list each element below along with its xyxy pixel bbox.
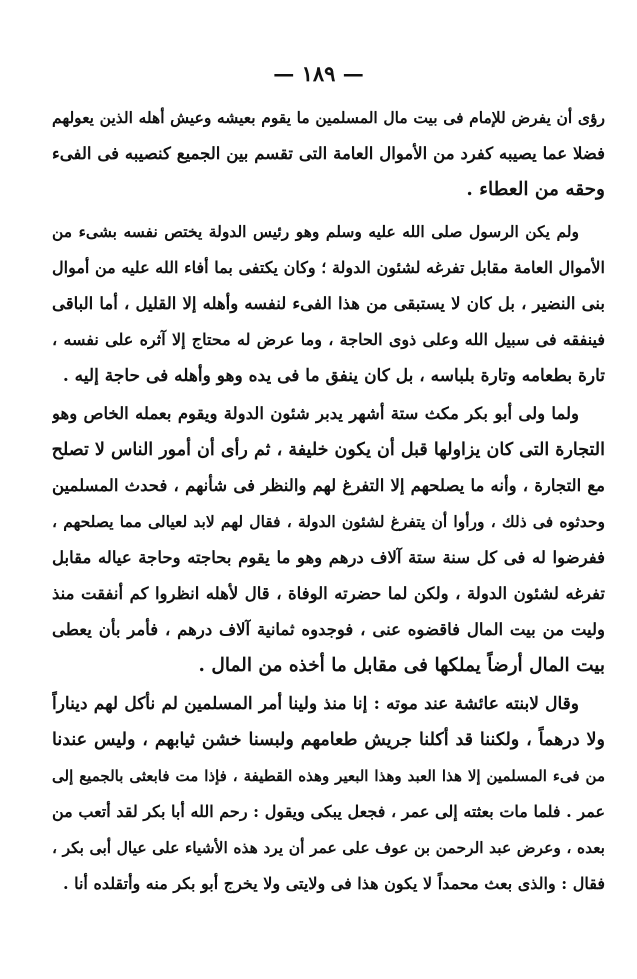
- text-line: وليت من بيت المال فاقضوه عنى ، فوجدوه ثمانية آلاف درهم ، فأمر بأن يعطى: [52, 620, 605, 639]
- text-line: وحدثوه فى ذلك ، ورأوا أن يتفرغ لشئون الدولة ، فقال لهم لابد لعيالى مما يصلحهم ،: [52, 512, 605, 531]
- paragraph: [52, 100, 605, 210]
- paragraph: [52, 214, 605, 394]
- text-line: وحقه من العطاء .: [466, 179, 605, 200]
- text-line: عمر . فلما مات بعثته إلى عمر ، فجعل يبكى ويقول : رحم الله أبا بكر لقد أتعب من: [52, 802, 605, 821]
- text-line: تفرغه لشئون الدولة ، ولكن لما حضرته الوفاة ، قال لأهله انظروا كم أنفقت منذ: [52, 584, 605, 603]
- text-line: فضلا عما يصيبه كفرد من الأموال العامة التى تقسم بين الجميع كنصيبه فى الفىء: [52, 144, 605, 163]
- text-line: الأموال العامة مقابل تفرغه لشئون الدولة ؛ وكان يكتفى بما أفاء الله عليه من أموال: [52, 258, 605, 277]
- text-line: من فىء المسلمين إلا هذا العبد وهذا البعير وهذه القطيفة ، فإذا مت فابعثى بالجميع إلى: [52, 767, 605, 785]
- text-line: تارة بطعامه وتارة بلباسه ، بل كان ينفق ما فى يده وهو وأهله فى حاجة إليه .: [62, 366, 605, 386]
- text-line: بنى النضير ، بل كان لا يستبقى من هذا الفىء لنفسه وأهله إلا القليل ، أما الباقى: [52, 294, 605, 313]
- text-line: ولم يكن الرسول صلى الله عليه وسلم وهو رئيس الدولة يختص نفسه بشىء من: [52, 222, 580, 241]
- text-line: بعده ، وعرض عبد الرحمن بن عوف على عمر أن يرد هذه الأشياء على عيال أبى بكر ،: [52, 838, 605, 857]
- text-line: فينفقه فى سبيل الله وعلى ذوى الحاجة ، وما عرض له محتاج إلا آثره على نفسه ،: [52, 330, 605, 349]
- text-line: ولما ولى أبو بكر مكث ستة أشهر يدبر شئون الدولة ويقوم بعمله الخاص وهو: [52, 404, 579, 423]
- text-line: ففرضوا له فى كل سنة ستة آلاف درهم وهو ما يقوم بحاجته وحاجة عياله مقابل: [52, 548, 605, 567]
- text-line: التجارة التى كان يزاولها قبل أن يكون خليفة ، ثم رأى أن أمور الناس لا تصلح: [52, 440, 605, 460]
- text-line: بيت المال أرضاً يملكها فى مقابل ما أخذه من المال .: [198, 655, 605, 676]
- text-line: فقال : والذى بعث محمداً لا يكون هذا فى ولايتى ولا يخرج أبو بكر منه وأتقلده أنا .: [62, 874, 605, 893]
- text-line: وقال لابنته عائشة عند موته : إنا منذ ولينا أمر المسلمين لم نأكل لهم ديناراً: [52, 694, 579, 714]
- text-line: رؤى أن يفرض للإمام فى بيت مال المسلمين ما يقوم بعيشه وعيش أهله الذين يعولهم: [52, 108, 605, 127]
- page-number: — ١٨٩ —: [273, 61, 364, 86]
- text-line: ولا درهماً ، ولكننا قد أكلنا جريش طعامهم ولبسنا خشن ثيابهم ، وليس عندنا: [52, 730, 605, 750]
- body-text: [52, 100, 605, 970]
- text-line: مع التجارة ، وأنه ما يصلحهم إلا التفرغ لهم والنظر فى شأنهم ، فحدث المسلمين: [52, 476, 605, 495]
- paragraph: [52, 686, 605, 902]
- paragraph: [52, 396, 605, 684]
